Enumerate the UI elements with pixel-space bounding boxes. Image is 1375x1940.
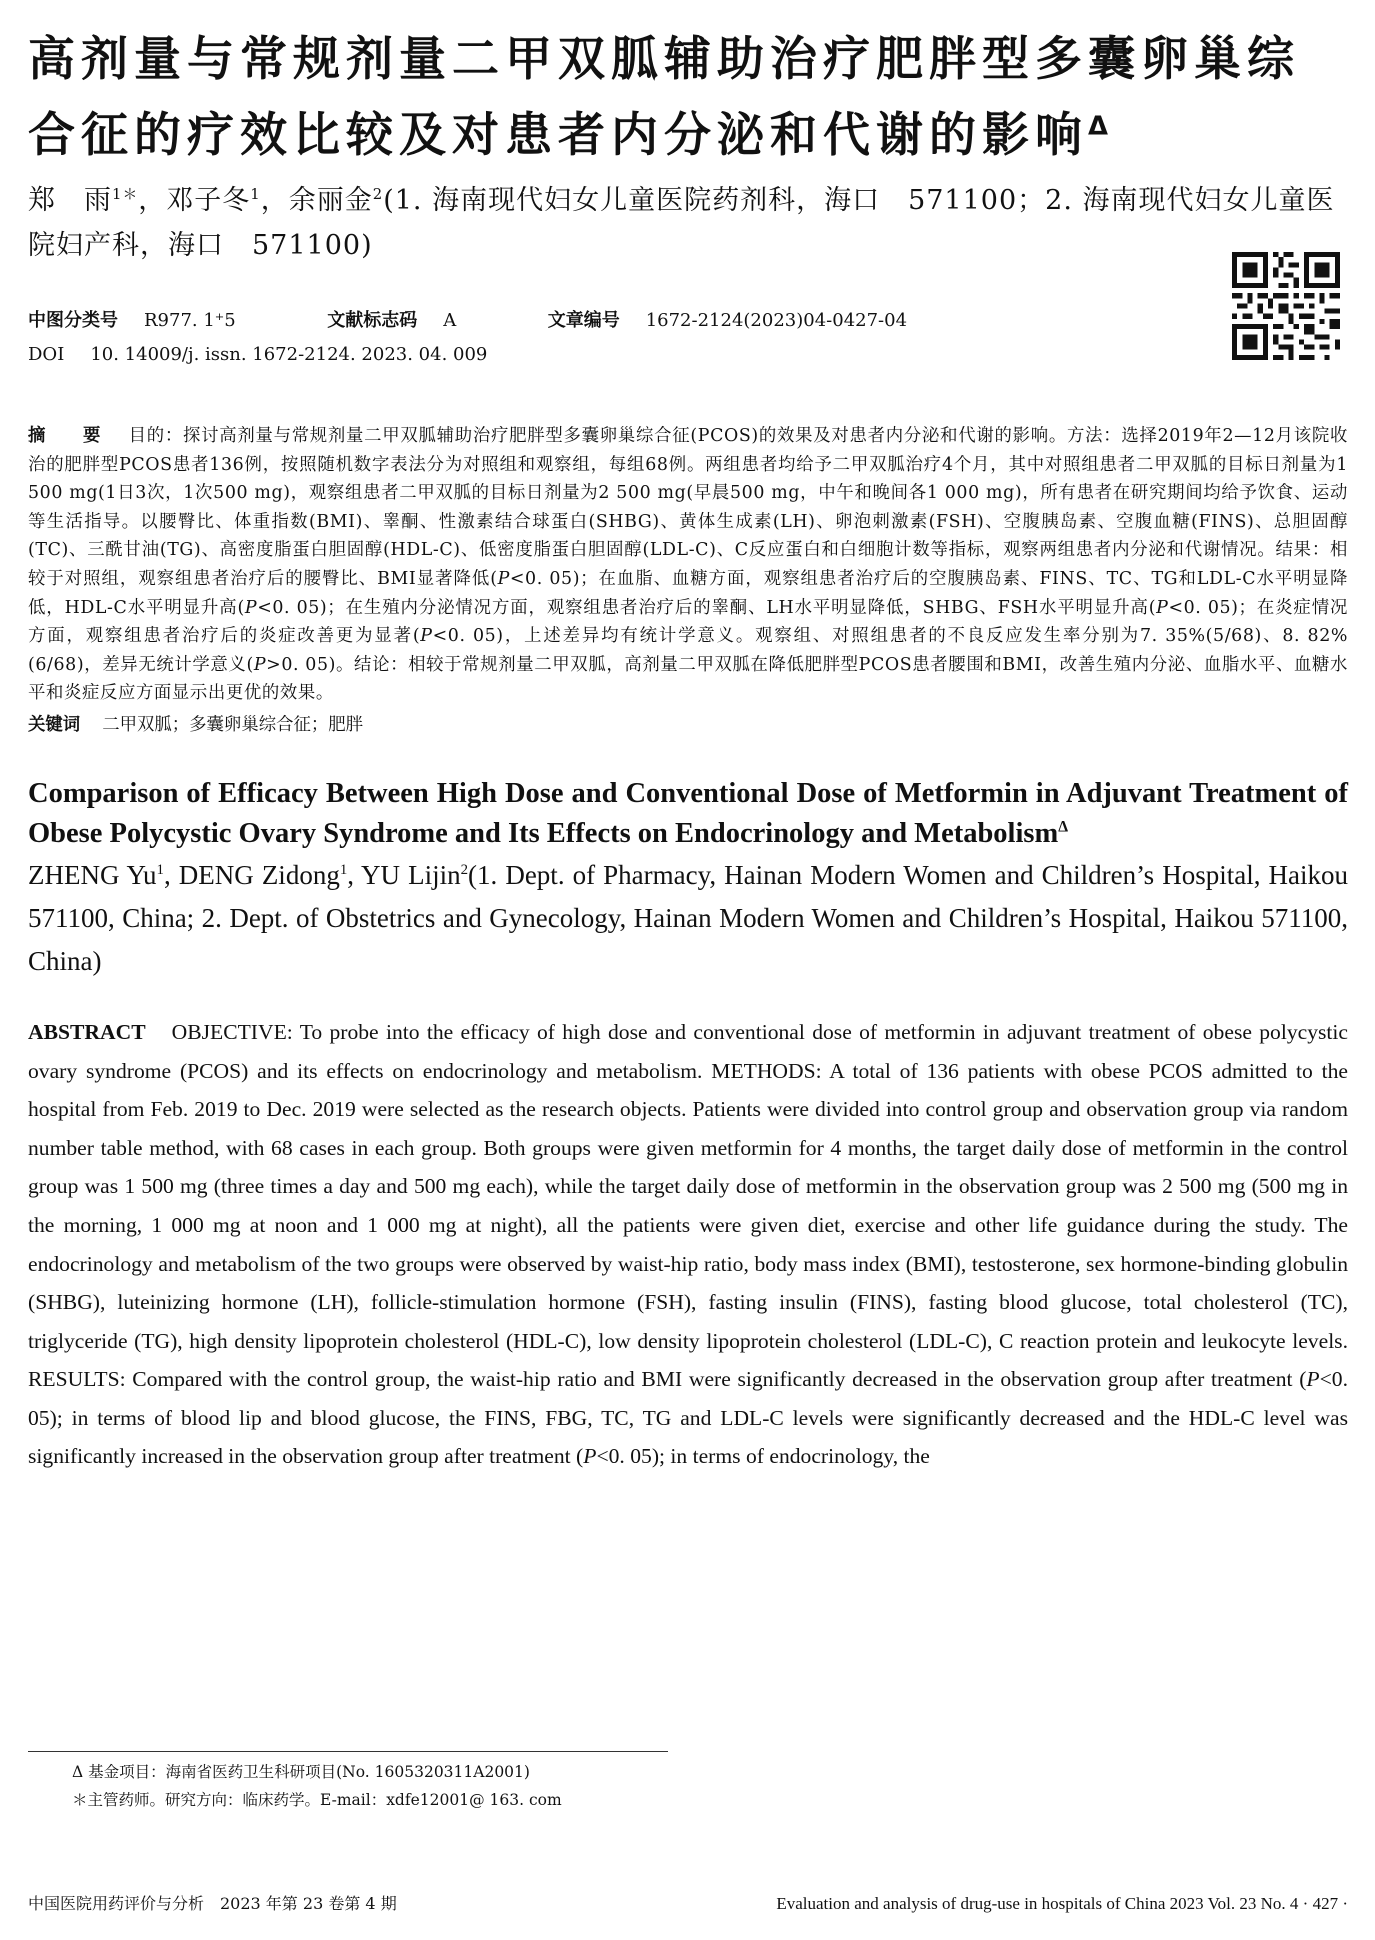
abstract-en-label: ABSTRACT <box>28 1019 146 1044</box>
footnotes <box>28 1752 1348 1814</box>
english-affiliations: (1. Dept. of Pharmacy, Hainan Modern Women and Children’s Hospital, Haikou 571100, China; 2. Dept. of Obstetrics and Gynecology, Hainan Modern Women and Children’s Hospital, Haikou 571100, China) <box>28 859 1348 976</box>
footnote-author: ＊主管药师。研究方向：临床药学。E-mail：xdfe12001@ 163. com <box>72 1791 562 1809</box>
footer-journal-cn: 中国医院用药评价与分析 2023 年第 23 卷第 4 期 <box>28 1894 397 1913</box>
article-metadata <box>28 304 1348 384</box>
keywords-value: 二甲双胍；多囊卵巢综合征；肥胖 <box>102 714 364 735</box>
doi-value: 10. 14009/j. issn. 1672-2124. 2023. 04. 009 <box>90 344 488 365</box>
author-1: 郑 雨 <box>28 185 112 216</box>
english-authors: ZHENG Yu$^1$, DENG Zidong$^1$, YU Lijin$^2$(1. Dept. of Pharmacy, Hainan Modern Women and Children’s Hospital, Haikou 571100, China; 2. Dept. of Obstetrics and Gynecology, Hainan Modern Women and Children’s Hospital, Haikou 571100, China) <box>28 859 1348 976</box>
article-no-value: 1672-2124(2023)04-0427-04 <box>645 310 908 331</box>
title-footnote-mark: Δ <box>1088 111 1115 142</box>
english-title: Comparison of Efficacy Between High Dose and Conventional Dose of Metformin in Adjuvant Treatment of Obese Polycystic Ovary Syndrome and Its Effects on Endocrinology and Metabolism$^\Delta$ <box>28 777 1348 849</box>
english-abstract: ABSTRACT OBJECTIVE: To probe into the efficacy of high dose and conventional dose of metformin in adjuvant treatment of obese polycystic ovary syndrome (PCOS) and its effects on endocrinology and metabolism. METHODS: A total of 136 patients with obese PCOS admitted to the hospital from Feb. 2019 to Dec. 2019 were selected as the research objects. Patients were divided into control group and observation group via random number table method, with 68 cases in each group. Both groups were given metformin for 4 months, the target daily dose of metformin in the control group was 1 500 mg (three times a day and 500 mg each), while the target daily dose of metformin in the observation group was 2 500 mg (500 mg in the morning, 1 000 mg at noon and 1 000 mg at night), all the patients were given diet, exercise and other life guidance during the study. The endocrinology and metabolism of the two groups were observed by waist-hip ratio, body mass index (BMI), testosterone, sex hormone-binding globulin (SHBG), luteinizing hormone (LH), follicle-stimulation hormone (FSH), fasting insulin (FINS), fasting blood glucose, total cholesterol (TC), triglyceride (TG), high density lipoprotein cholesterol (HDL-C), low density lipoprotein cholesterol (LDL-C), C reaction protein and leukocyte levels. RESULTS: Compared with the control group, the waist-hip ratio and BMI were significantly decreased in the observation group after treatment (P<0. 05); in terms of blood lip and blood glucose, the FINS, FBG, TC, TG and LDL-C levels were significantly decreased and the HDL-C level was significantly increased in the observation group after treatment (P<0. 05); in terms of endocrinology, the <box>28 1019 1348 1469</box>
doi-label: DOI <box>28 344 65 365</box>
article-no-label: 文章编号 <box>547 310 620 331</box>
paper-page <box>28 22 1348 1476</box>
doc-code-value: A <box>443 310 457 331</box>
footnote-funding: Δ 基金项目：海南省医药卫生科研项目(No. 1605320311A2001) <box>72 1763 530 1781</box>
qr-code-icon <box>1232 252 1340 360</box>
chinese-keywords <box>28 710 1348 740</box>
chinese-title: 高剂量与常规剂量二甲双胍辅助治疗肥胖型多囊卵巢综合征的疗效比较及对患者内分泌和代谢的影响$^\Delta$ <box>28 32 1300 163</box>
author-3: ，余丽金 <box>260 185 373 216</box>
footnote-rule <box>28 1751 668 1752</box>
doc-code-label: 文献标志码 <box>327 310 418 331</box>
abstract-cn-label: 摘 要 <box>28 426 111 446</box>
author-2: ，邓子冬 <box>138 185 251 216</box>
chinese-abstract: 摘 要 目的：探讨高剂量与常规剂量二甲双胍辅助治疗肥胖型多囊卵巢综合征(PCOS)的效果及对患者内分泌和代谢的影响。方法：选择2019年2—12月该院收治的肥胖型PCOS患者136例，按照随机数字表法分为对照组和观察组，每组68例。两组患者均给予二甲双胍治疗4个月，其中对照组患者二甲双胍的目标日剂量为1 500 mg(1日3次，1次500 mg)，观察组患者二甲双胍的目标日剂量为2 500 mg(早晨500 mg，中午和晚间各1 000 mg)，所有患者在研究期间均给予饮食、运动等生活指导。以腰臀比、体重指数(BMI)、睾酮、性激素结合球蛋白(SHBG)、黄体生成素(LH)、卵泡刺激素(FSH)、空腹胰岛素、空腹血糖(FINS)、总胆固醇(TC)、三酰甘油(TG)、高密度脂蛋白胆固醇(HDL-C)、低密度脂蛋白胆固醇(LDL-C)、C反应蛋白和白细胞计数等指标，观察两组患者内分泌和代谢情况。结果：相较于对照组，观察组患者治疗后的腰臀比、BMI显著降低(P<0. 05)；在血脂、血糖方面，观察组患者治疗后的空腹胰岛素、FINS、TC、TG和LDL-C水平明显降低，HDL-C水平明显升高(P<0. 05)；在生殖内分泌情况方面，观察组患者治疗后的睾酮、LH水平明显降低，SHBG、FSH水平明显升高(P<0. 05)；在炎症情况方面，观察组患者治疗后的炎症改善更为显著(P<0. 05)，上述差异均有统计学意义。观察组、对照组患者的不良反应发生率分别为7. 35%(5/68)、8. 82%(6/68)，差异无统计学意义(P>0. 05)。结论：相较于常规剂量二甲双胍，高剂量二甲双胍在降低肥胖型PCOS患者腰围和BMI，改善生殖内分泌、血脂水平、血糖水平和炎症反应方面显示出更优的效果。 <box>28 426 1349 704</box>
clc-label: 中图分类号 <box>28 310 118 331</box>
chinese-affiliations: (1. 海南现代妇女儿童医院药剂科，海口 571100；2. 海南现代妇女儿童医院妇产科，海口 571100) <box>28 185 1335 261</box>
clc-value: R977. 1⁺5 <box>144 310 236 331</box>
keywords-label: 关键词 <box>28 714 81 735</box>
footer-journal-en: Evaluation and analysis of drug-use in hospitals of China 2023 Vol. 23 No. 4 · 427 · <box>776 1894 1348 1913</box>
chinese-authors: 郑 雨$^{1*}$，邓子冬$^1$，余丽金$^2$(1. 海南现代妇女儿童医院药剂科，海口 571100；2. 海南现代妇女儿童医院妇产科，海口 571100) <box>28 185 1335 261</box>
